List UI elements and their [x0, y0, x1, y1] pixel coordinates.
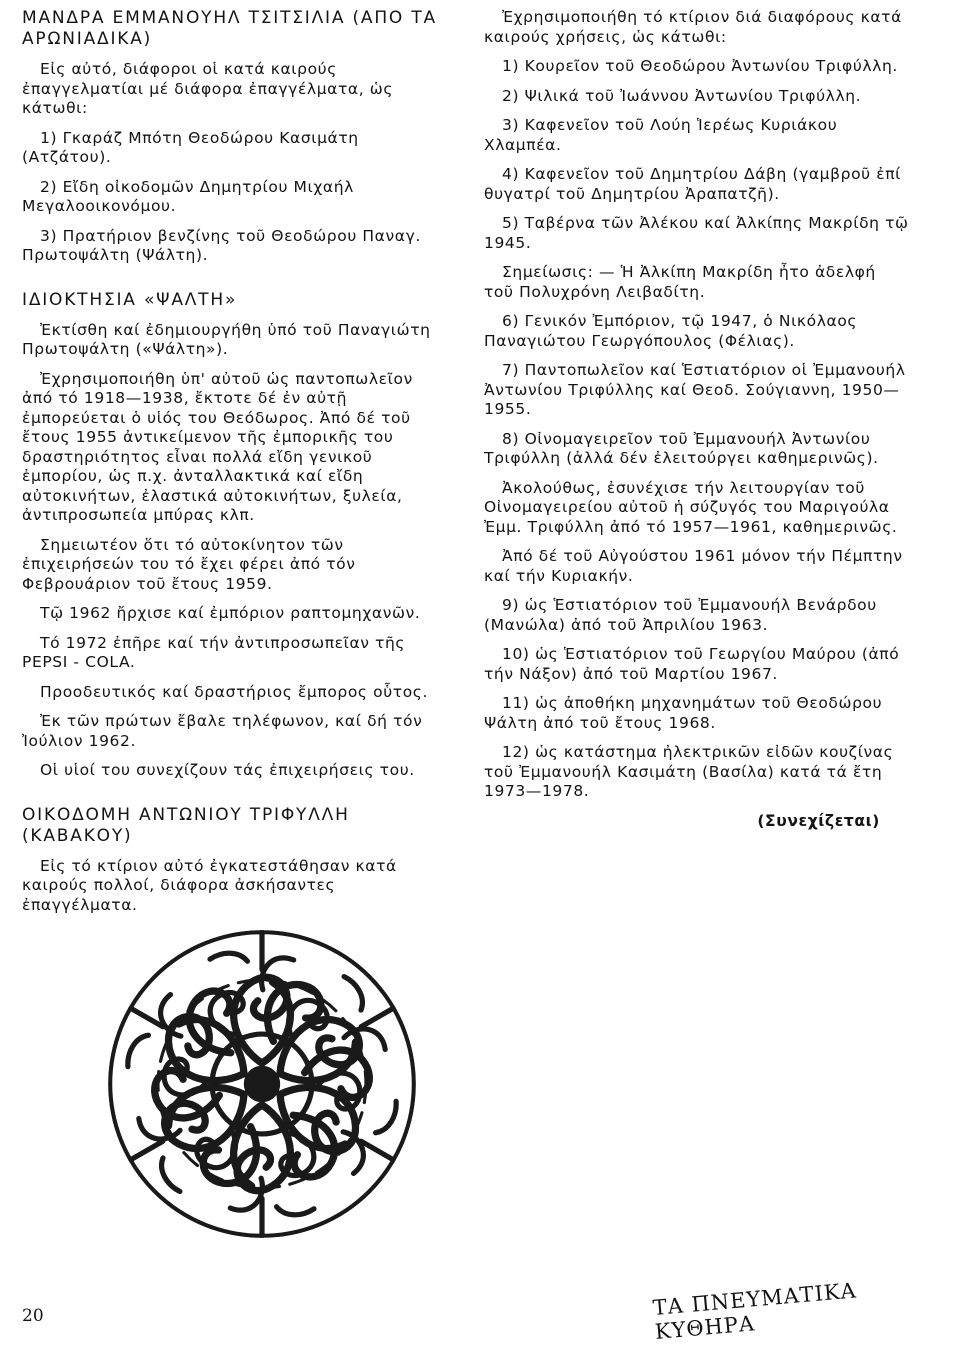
continued-note: (Συνεχίζεται)	[757, 811, 880, 830]
paragraph: Οἱ υἱοί του συνεχίζουν τάς ἐπιχειρήσεις του.	[40, 761, 415, 779]
section-title-trifylli: ΟΙΚΟΔΟΜΗ ΑΝΤΩΝΙΟΥ ΤΡΙΦΥΛΛΗ (ΚΑΒΑΚΟΥ)	[22, 804, 350, 846]
right-column	[484, 8, 910, 841]
list-item: Σημείωσις: — Ἡ Ἀλκίπη Μακρίδη ἦτο ἀδελφή τοῦ Πολυχρόνη Λειβαδίτη.	[484, 263, 876, 301]
list-item: 4) Καφενεῖον τοῦ Δημητρίου Δάβη (γαμβροῦ ἐπί θυγατρί τοῦ Δημητρίου Ἀραπατζῆ).	[484, 165, 902, 203]
paragraph: Τό 1972 ἐπῆρε καί τήν ἀντιπροσωπεῖαν τῆς PEPSI - COLA.	[22, 633, 406, 671]
paragraph: Σημειωτέον ὅτι τό αὐτοκίνητον τῶν ἐπιχειρήσεών του τό ἔχει φέρει ἀπό τόν Φεβρουάριον τοῦ ἔτους 1959.	[22, 535, 356, 593]
list-item: 3) Καφενεῖον τοῦ Λούη Ἱερέως Κυριάκου Χλαμπέα.	[484, 116, 838, 154]
list-item: 3) Πρατήριον βενζίνης τοῦ Θεοδώρου Παναγ. Πρωτοψάλτη (Ψάλτη).	[22, 226, 421, 264]
list-item: 7) Παντοπωλεῖον καί Ἑστιατόριον οἱ Ἐμμανουήλ Ἀντωνίου Τριφύλλης καί Θεοδ. Σούγιαννη, 1950—1955.	[484, 361, 906, 418]
section-intro: Εἰς αὐτό, διάφοροι οἱ κατά καιρούς ἐπαγγελματίαι μέ διάφορα ἐπαγγέλματα, ὡς κάτωθι:	[22, 60, 394, 117]
list-item: Ἀπό δέ τοῦ Αὐγούστου 1961 μόνον τήν Πέμπτην καί τήν Κυριακήν.	[484, 547, 903, 585]
paragraph: Προοδευτικός καί δραστήριος ἔμπορος οὗτος.	[40, 682, 429, 701]
paragraph: Ἐχρησιμοποιήθη ὑπ' αὐτοῦ ὡς παντοπωλεῖον ἀπό τό 1918—1938, ἔκτοτε δέ ἐν αὐτῇ ἐμπορεύεται ὁ υἱός του Θεόδωρος. Ἀπό δέ τοῦ ἔτους 1955 ἀντικείμενον τῆς ἐμπορικῆς του δραστηριότητος εἶναι πολλά εἴδη γενικοῦ ἐμπορίου, ὡς π.χ. ἀνταλλακτικά καί εἴδη αὐτοκινήτων, ἐλαστικά αὐτοκινήτων, ξυλεία, ἀντιπροσωπεία μπύρας κλπ.	[22, 369, 413, 524]
list-item: 12) ὡς κατάστημα ἠλεκτρικῶν εἰδῶν κουζίνας τοῦ Ἐμμανουήλ Κασιμάτη (Βασίλα) κατά τά ἔτη 1973—1978.	[484, 743, 894, 800]
paragraph: Ἐκτίσθη καί ἐδημιουργήθη ὑπό τοῦ Παναγιώτη Πρωτοψάλτη («Ψάλτη»).	[22, 320, 431, 358]
list-item: 2) Εἴδη οἰκοδομῶν Δημητρίου Μιχαήλ Μεγαλοοικονόμου.	[22, 177, 354, 215]
page-number: 20	[22, 1306, 44, 1326]
circular-scroll-ornament-icon	[106, 928, 418, 1240]
usage-list	[484, 57, 910, 802]
section-intro: Ἐχρησιμοποιήθη τό κτίριον διά διαφόρους κατά καιρούς χρήσεις, ὡς κάτωθι:	[484, 8, 902, 46]
section-title-mandra: ΜΑΝΔΡΑ ΕΜΜΑΝΟΥΗΛ ΤΣΙΤΣΙΛΙΑ (ΑΠΟ ΤΑ ΑΡΩΝΙΑΔΙΚΑ)	[22, 8, 437, 49]
list-item: 10) ὡς Ἑστιατόριον τοῦ Γεωργίου Μαύρου (ἀπό τήν Νάξον) ἀπό τοῦ Μαρτίου 1967.	[484, 645, 900, 683]
list-item: 2) Ψιλικά τοῦ Ἰωάννου Ἀντωνίου Τριφύλλη.	[502, 86, 862, 105]
paragraph: Ἐκ τῶν πρώτων ἔβαλε τηλέφωνον, καί δή τόν Ἰούλιον 1962.	[22, 712, 423, 750]
list-item: 5) Ταβέρνα τῶν Ἀλέκου καί Ἀλκίπης Μακρίδη τῷ 1945.	[484, 214, 909, 252]
list-item: 11) ὡς ἀποθήκη μηχανημάτων τοῦ Θεοδώρου Ψάλτη ἀπό τοῦ ἔτους 1968.	[484, 694, 883, 732]
list-item: 6) Γενικόν Ἐμπόριον, τῷ 1947, ὁ Νικόλαος Παναγιώτου Γεωργόπουλος (Φέλιας).	[484, 312, 858, 350]
running-head: ΤΑ ΠΝΕΥΜΑΤΙΚΑ ΚΥΘΗΡΑ	[651, 1278, 858, 1344]
list-item: 1) Γκαράζ Μπότη Θεοδώρου Κασιμάτη (Ατζάτου).	[22, 128, 359, 166]
list-item: 8) Οἰνομαγειρεῖον τοῦ Ἐμμανουήλ Ἀντωνίου Τριφύλλη (ἀλλά δέν ἐλειτούργει καθημερινῶς).	[484, 429, 879, 467]
list-item: 1) Κουρεῖον τοῦ Θεοδώρου Ἀντωνίου Τριφύλλη.	[502, 57, 898, 75]
section-title-psalti: ΙΔΙΟΚΤΗΣΙΑ «ΨΑΛΤΗ»	[22, 289, 238, 310]
list-item: 9) ὡς Ἑστιατόριον τοῦ Ἐμμανουήλ Βενάρδου (Μανώλα) ἀπό τοῦ Ἀπριλίου 1963.	[484, 596, 877, 634]
paragraph: Εἰς τό κτίριον αὐτό ἐγκατεστάθησαν κατά καιρούς πολλοί, διάφορα ἀσκήσαντες ἐπαγγέλματα.	[22, 856, 397, 914]
list-item: Ἀκολούθως, ἐσυνέχισε τήν λειτουργίαν τοῦ Οἰνομαγειρείου αὐτοῦ ἡ σύζυγός του Μαριγούλα Ἐμμ. Τριφύλλη ἀπό τό 1957—1961, καθημερινῶς.	[484, 478, 898, 536]
paragraph: Τῷ 1962 ἤρχισε καί ἐμπόριον ραπτομηχανῶν.	[40, 604, 421, 622]
left-column	[22, 8, 442, 925]
